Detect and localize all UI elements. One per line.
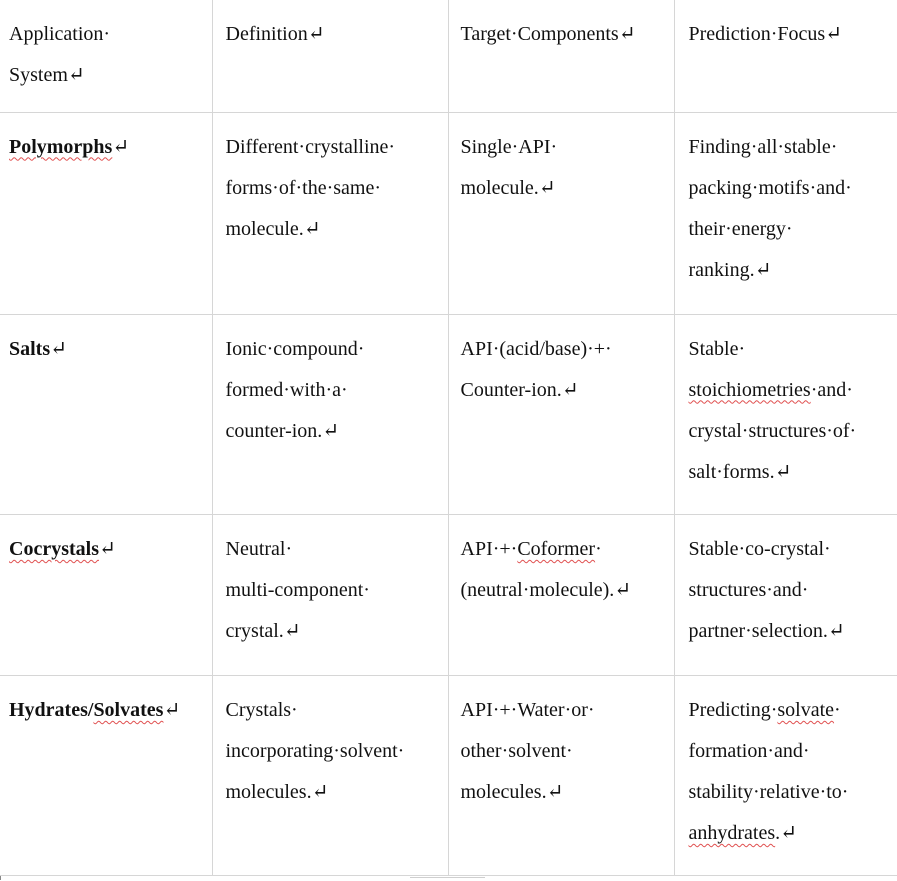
cell-focus[interactable]: Stable· stoichiometries·and· crystal·structures·of· salt·forms.↵: [674, 314, 897, 514]
cell-focus[interactable]: Predicting·solvate· formation·and· stability·relative·to· anhydrates.↵: [674, 675, 897, 875]
cell-system-salts[interactable]: Salts↵: [0, 314, 212, 514]
header-row: [0, 0, 897, 112]
cell-system-cocrystals[interactable]: Cocrystals↵: [0, 514, 212, 675]
cell-definition[interactable]: Different·crystalline· forms·of·the·same· molecule.↵: [212, 112, 448, 314]
table-resize-handle[interactable]: [410, 877, 485, 881]
header-target-components[interactable]: Target·Components↵: [448, 0, 674, 112]
table-row: [0, 112, 897, 314]
table-row: [0, 675, 897, 875]
header-prediction-focus[interactable]: Prediction·Focus↵: [674, 0, 897, 112]
cell-definition[interactable]: Ionic·compound· formed·with·a· counter-ion.↵: [212, 314, 448, 514]
header-definition[interactable]: Definition↵: [212, 0, 448, 112]
cell-components[interactable]: API·+·Water·or· other·solvent· molecules.↵: [448, 675, 674, 875]
table-row: [0, 314, 897, 514]
cell-definition[interactable]: Crystals· incorporating·solvent· molecules.↵: [212, 675, 448, 875]
cell-focus[interactable]: Finding·all·stable· packing·motifs·and· their·energy· ranking.↵: [674, 112, 897, 314]
cell-components[interactable]: Single·API· molecule.↵: [448, 112, 674, 314]
table-row: [0, 514, 897, 675]
cell-components[interactable]: API·(acid/base)·+· Counter-ion.↵: [448, 314, 674, 514]
cell-definition[interactable]: Neutral· multi-component· crystal.↵: [212, 514, 448, 675]
cell-focus[interactable]: Stable·co-crystal· structures·and· partner·selection.↵: [674, 514, 897, 675]
cell-system-hydrates-solvates[interactable]: Hydrates/Solvates↵: [0, 675, 212, 875]
text-cursor-mark: [0, 876, 1, 880]
header-application-system[interactable]: Application· System↵: [0, 0, 212, 112]
cell-components[interactable]: API·+·Coformer· (neutral·molecule).↵: [448, 514, 674, 675]
cell-system-polymorphs[interactable]: Polymorphs↵: [0, 112, 212, 314]
